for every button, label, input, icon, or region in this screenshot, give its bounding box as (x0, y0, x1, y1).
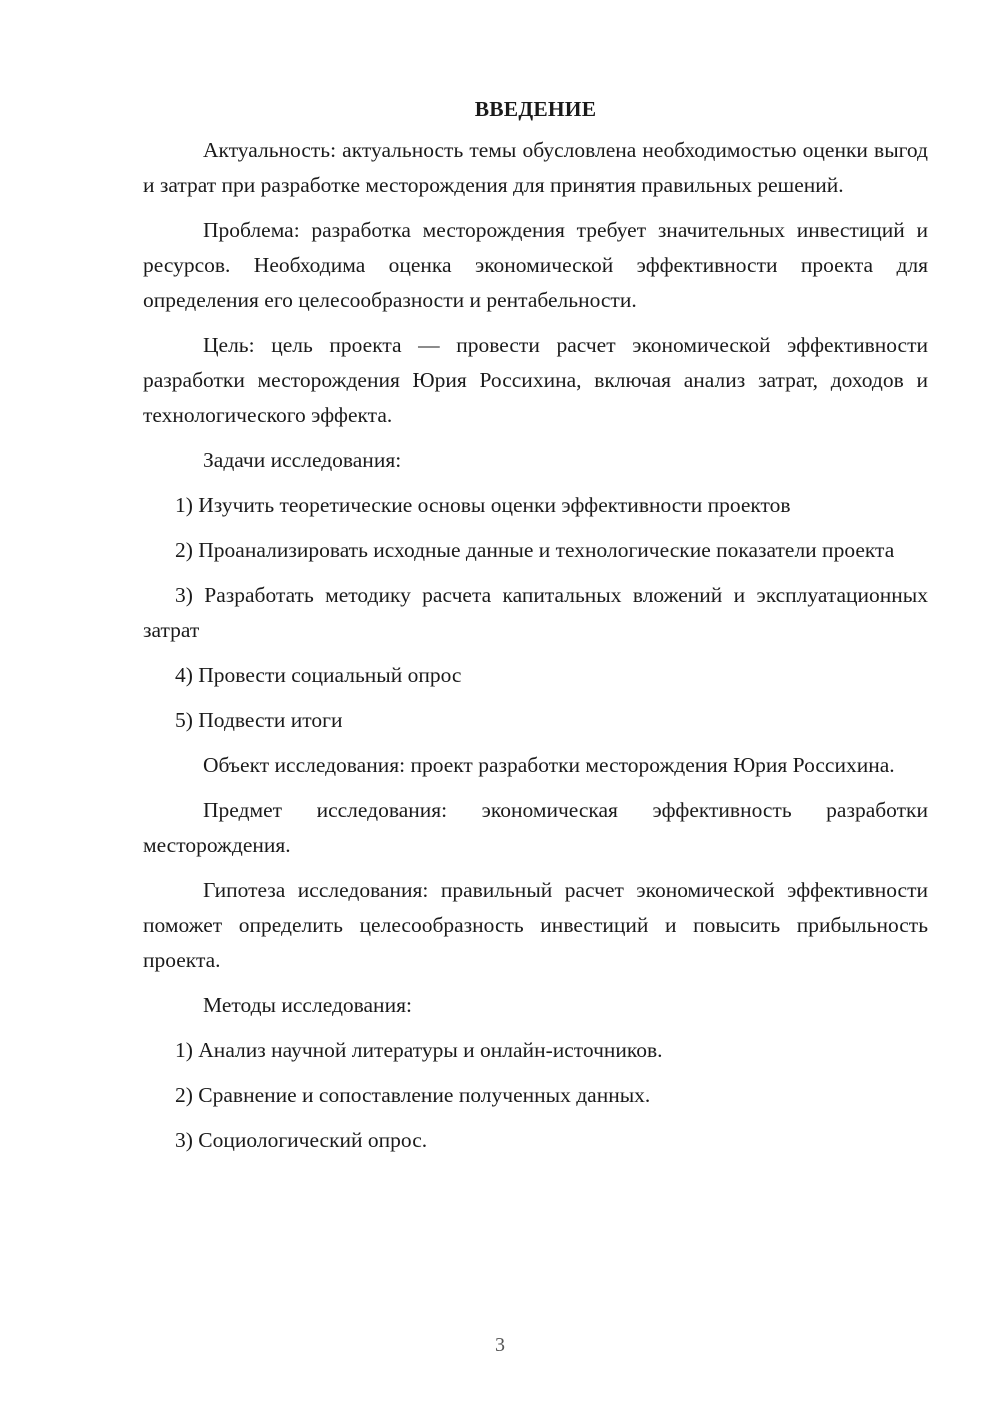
relevance-paragraph: Актуальность: актуальность темы обусловлена необходимостью оценки выгод и затрат при разработке месторождения для принятия правильных решений. (143, 138, 928, 197)
method-item: 3) Социологический опрос. (175, 1128, 428, 1152)
task-item: 3) Разработать методику расчета капитальных вложений и эксплуатационных затрат (143, 583, 928, 642)
task-item: 5) Подвести итоги (175, 708, 343, 732)
methods-title: Методы исследования: (203, 993, 412, 1017)
subject-paragraph: Предмет исследования: экономическая эффективность разработки месторождения. (143, 798, 928, 857)
task-item: 4) Провести социальный опрос (175, 663, 462, 687)
task-item: 2) Проанализировать исходные данные и технологические показатели проекта (175, 538, 895, 562)
section-heading: ВВЕДЕНИЕ (474, 97, 597, 121)
problem-paragraph: Проблема: разработка месторождения требует значительных инвестиций и ресурсов. Необходима оценка экономической эффективности проекта для определения его целесообразности и рентабельности. (143, 218, 928, 312)
hypothesis-paragraph: Гипотеза исследования: правильный расчет экономической эффективности поможет определить целесообразность инвестиций и повысить прибыльность проекта. (143, 878, 928, 972)
task-item: 1) Изучить теоретические основы оценки эффективности проектов (175, 493, 791, 517)
object-paragraph: Объект исследования: проект разработки месторождения Юрия Россихина. (203, 753, 895, 777)
page-number: 3 (495, 1334, 505, 1356)
method-item: 2) Сравнение и сопоставление полученных данных. (175, 1083, 651, 1107)
tasks-title: Задачи исследования: (203, 448, 402, 472)
goal-paragraph: Цель: цель проекта — провести расчет экономической эффективности разработки месторождения Юрия Россихина, включая анализ затрат, доходов и технологического эффекта. (143, 333, 928, 427)
document-page (143, 92, 928, 1168)
method-item: 1) Анализ научной литературы и онлайн-источников. (175, 1038, 663, 1062)
